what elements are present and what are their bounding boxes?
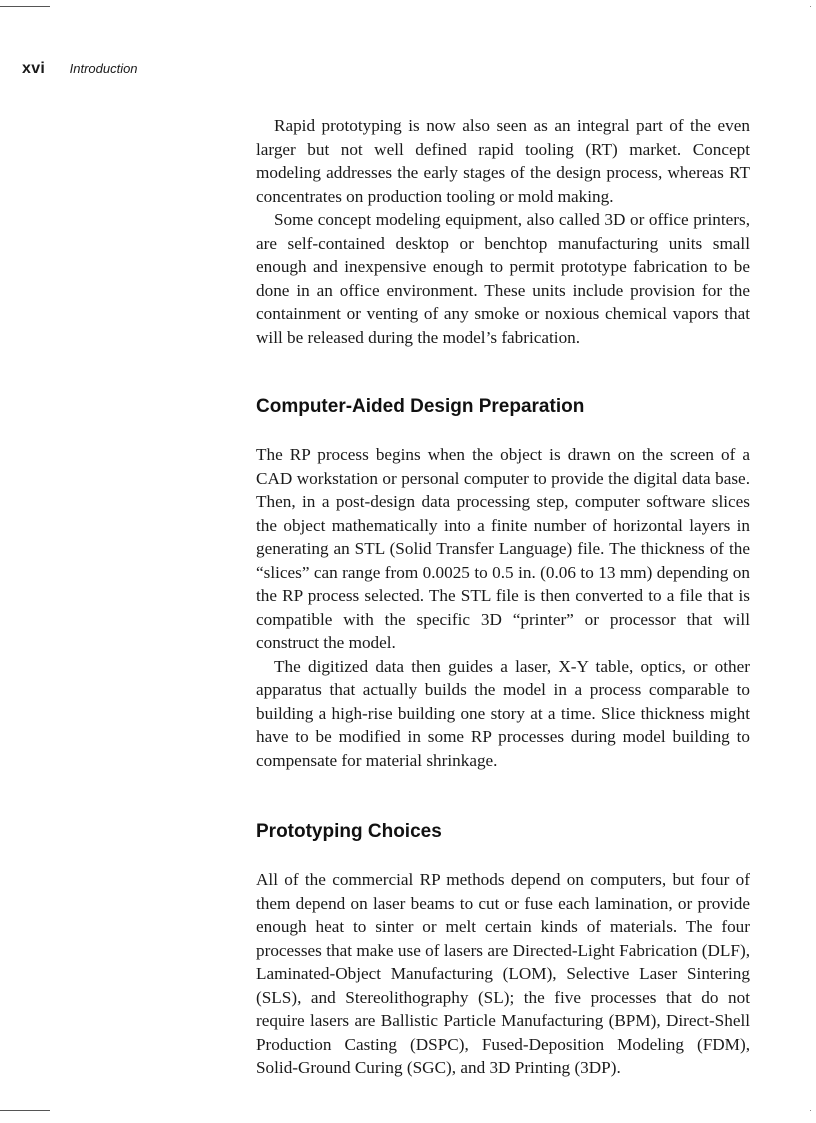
crop-mark-top-right [810, 6, 811, 7]
cad-paragraph-2: The digitized data then guides a laser, X-Y table, optics, or other apparatus that actually builds the model in a process comparable to building a high-rise building one story at a time. Slice thickness might have to be modified in some RP processes during model building to compensate for material shrinkage. [256, 656, 750, 770]
crop-mark-top-left [0, 6, 50, 7]
intro-paragraph-2: Some concept modeling equipment, also called 3D or office printers, are self-contained desktop or benchtop manufacturing units small enough and inexpensive enough to permit prototype fabrication to be done in an office environment. These units include provision for the containment or venting of any smoke or noxious chemical vapors that will be released during the model’s fabrication. [256, 210, 750, 347]
running-head [22, 60, 138, 78]
body-column [256, 114, 750, 1080]
cad-section-heading: Computer-Aided Design Preparation [256, 396, 585, 417]
cad-paragraph-1: The RP process begins when the object is drawn on the screen of a CAD workstation or personal computer to provide the digital data base. Then, in a post-design data processing step, computer software slices the object mathematically into a finite number of horizontal layers in generating an STL (Solid Transfer Language) file. The thickness of the “slices” can range from 0.0025 to 0.5 in. (0.06 to 13 mm) depending on the RP process selected. The STL file is then converted to a file that is compatible with the specific 3D “printer” or processor that will construct the model. [256, 445, 750, 652]
choices-section-heading: Prototyping Choices [256, 821, 442, 842]
running-head-section: Introduction [69, 61, 138, 76]
intro-paragraph-1: Rapid prototyping is now also seen as an integral part of the even larger but not well defined rapid tooling (RT) market. Concept modeling addresses the early stages of the design process, whereas RT concentrates on production tooling or mold making. [256, 116, 750, 206]
choices-paragraph-1: All of the commercial RP methods depend on computers, but four of them depend on laser beams to cut or fuse each lamination, or provide enough heat to sinter or melt certain kinds of materials. The four processes that make use of lasers are Directed-Light Fabrication (DLF), Laminated-Object Manufacturing (LOM), Selective Laser Sintering (SLS), and Stereolithography (SL); the five processes that do not require lasers are Ballistic Particle Manufacturing (BPM), Direct-Shell Production Casting (DSPC), Fused-Deposition Modeling (FDM), Solid-Ground Curing (SGC), and 3D Printing (3DP). [256, 870, 750, 1077]
page-number: xvi [22, 60, 46, 77]
crop-mark-bottom-left [0, 1110, 50, 1111]
crop-mark-bottom-right [810, 1110, 811, 1111]
